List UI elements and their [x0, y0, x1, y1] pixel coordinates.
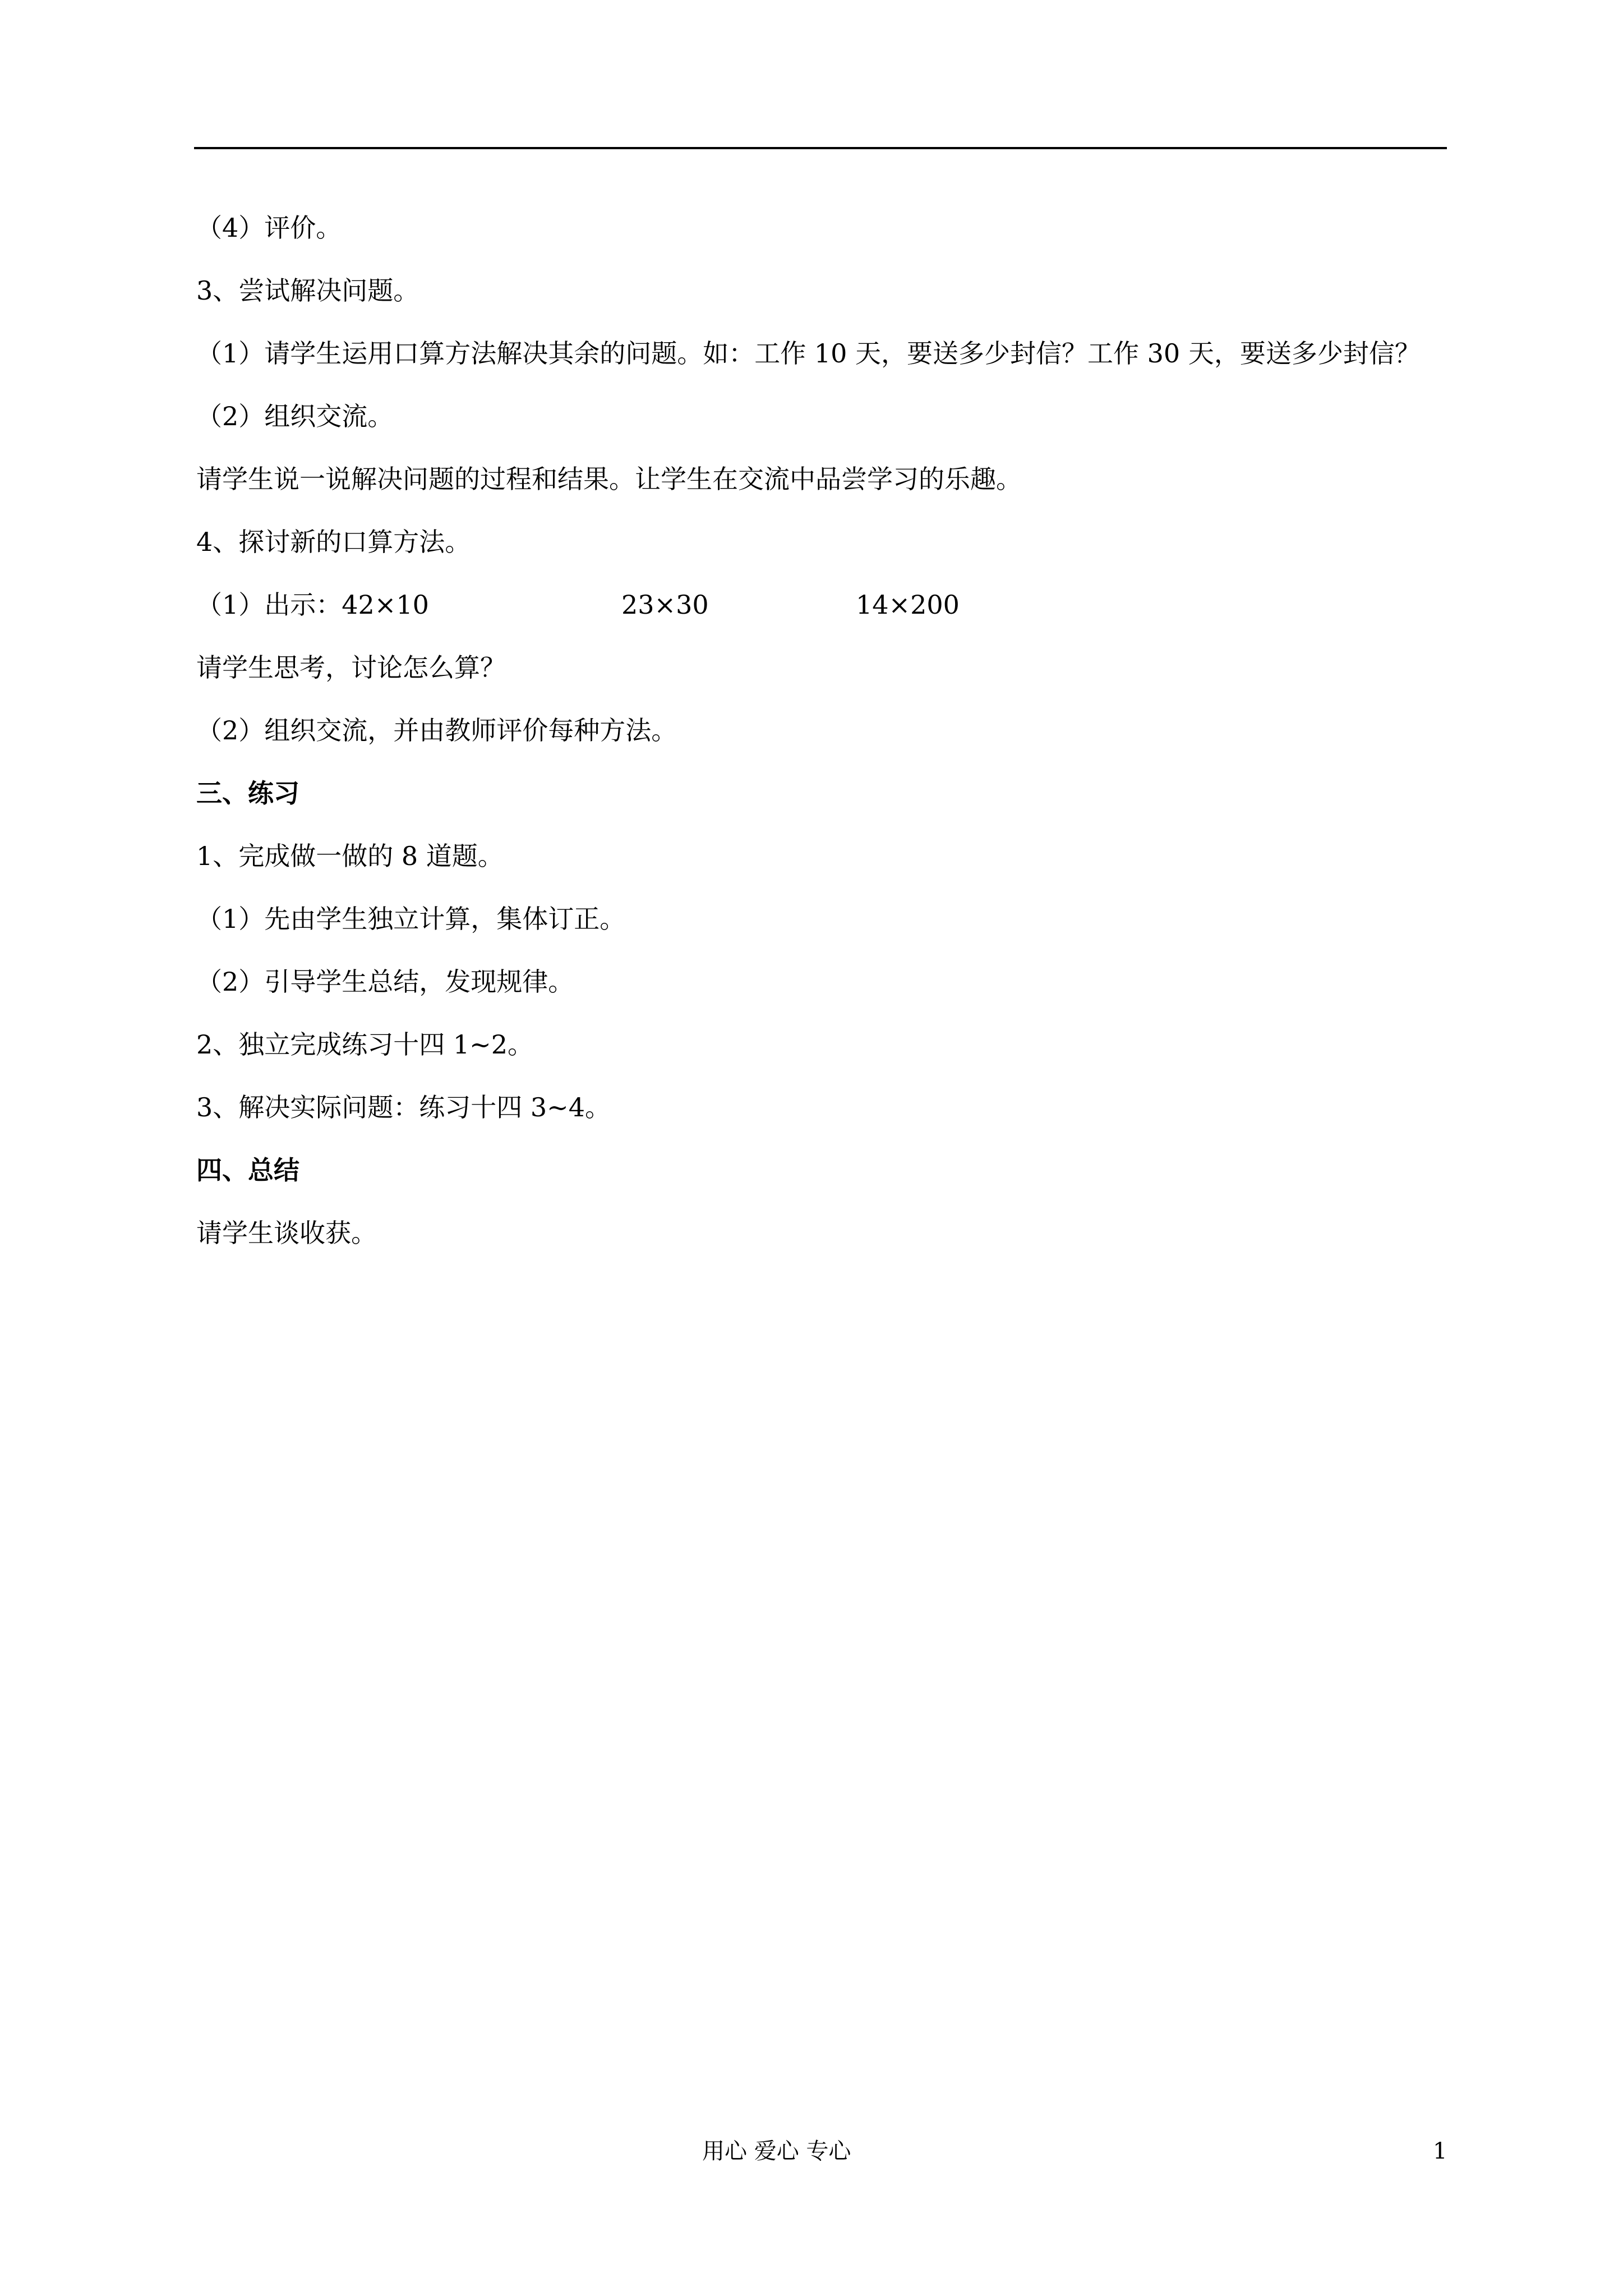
calculation-item: 14×200 — [856, 590, 960, 620]
paragraph-oral-method: （1）请学生运用口算方法解决其余的问题。如：工作 10 天，要送多少封信？工作 30 天，要送多少封信？ — [196, 338, 1421, 369]
paragraph-exercise-14-1-2: 2、独立完成练习十四 1~2。 — [196, 1029, 533, 1060]
paragraph-find-rule: （2）引导学生总结，发现规律。 — [196, 967, 574, 997]
paragraph-independent-calc: （1）先由学生独立计算，集体订正。 — [196, 904, 626, 934]
section-heading-summary: 四、总结 — [196, 1155, 299, 1185]
footer-motto: 用心 爱心 专心 — [702, 2138, 851, 2164]
calculation-row — [196, 589, 1447, 620]
paragraph-try-solve: 3、尝试解决问题。 — [196, 275, 419, 306]
paragraph-students-explain: 请学生说一说解决问题的过程和结果。让学生在交流中品尝学习的乐趣。 — [196, 464, 1022, 494]
calculation-label: （1）出示：42×10 — [196, 590, 429, 620]
paragraph-do-exercises: 1、完成做一做的 8 道题。 — [196, 841, 504, 871]
document-body — [196, 212, 1447, 1280]
page-number: 1 — [1433, 2138, 1447, 2164]
paragraph-think-discuss: 请学生思考，讨论怎么算？ — [196, 652, 506, 683]
paragraph-harvest: 请学生谈收获。 — [196, 1218, 377, 1248]
paragraph-explore-method: 4、探讨新的口算方法。 — [196, 527, 471, 557]
section-heading-practice: 三、练习 — [196, 778, 299, 808]
paragraph-organize-exchange: （2）组织交流。 — [196, 401, 394, 431]
header-rule — [194, 147, 1447, 149]
paragraph-exercise-14-3-4: 3、解决实际问题：练习十四 3~4。 — [196, 1092, 611, 1122]
calculation-item: 23×30 — [621, 590, 709, 620]
paragraph-evaluation: （4）评价。 — [196, 213, 342, 243]
paragraph-teacher-evaluate: （2）组织交流，并由教师评价每种方法。 — [196, 715, 677, 746]
